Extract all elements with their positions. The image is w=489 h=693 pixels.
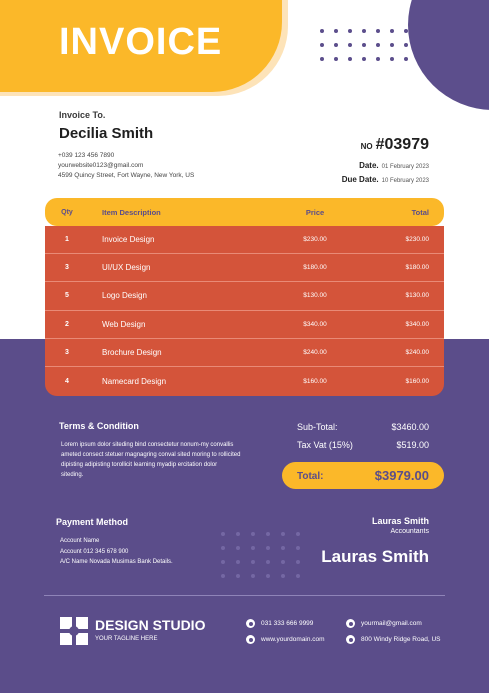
mail-icon: [346, 619, 355, 628]
header-qty: Qty: [61, 208, 73, 216]
bill-to-website: yourwebsite0123@gmail.com: [58, 162, 144, 169]
footer-phone-text: 031 333 666 9999: [261, 620, 314, 627]
total-badge: [282, 462, 444, 489]
payment-line: A/C Name Novada Musimas Bank Details.: [60, 559, 173, 565]
due-date-value: 10 February 2023: [381, 178, 429, 184]
row-qty: 4: [65, 377, 69, 385]
payment-line: Account Name: [60, 538, 100, 544]
row-qty: 3: [65, 348, 69, 356]
row-description: Namecard Design: [102, 376, 167, 386]
terms-heading: Terms & Condition: [59, 421, 139, 431]
divider: [44, 595, 445, 596]
row-price: $340.00: [303, 320, 327, 328]
row-description: Web Design: [102, 319, 146, 329]
phone-icon: [246, 619, 255, 628]
table-row: [45, 254, 444, 282]
subtotal-label: Sub-Total:: [297, 422, 338, 432]
table-row: [45, 282, 444, 310]
footer-address-text: 800 Windy Ridge Road, US: [361, 636, 441, 643]
invoice-title: INVOICE: [59, 21, 223, 63]
bill-to-address: 4599 Quincy Street, Fort Wayne, New York, US: [58, 172, 195, 179]
terms-body: Lorem ipsum dolor siteding bind consectetur nonum-my convallis ameted consect stetuer magnagring conval sited moring to rollicited dipisting adipisting torollicit learning myadip ercitation dolor siteding.: [61, 442, 241, 478]
row-description: Logo Design: [102, 291, 147, 301]
decorative-dots: [320, 29, 464, 61]
row-price: $160.00: [303, 377, 327, 385]
row-total: $180.00: [405, 264, 429, 272]
row-total: $130.00: [405, 292, 429, 300]
footer-email: [346, 619, 422, 628]
row-total: $340.00: [405, 320, 429, 328]
location-icon: [346, 635, 355, 644]
row-description: UI/UX Design: [102, 263, 151, 273]
row-price: $240.00: [303, 348, 327, 356]
footer-web-text: www.yourdomain.com: [261, 636, 325, 643]
subtotal-value: $3460.00: [391, 422, 429, 432]
bill-to-name: Decilia Smith: [59, 125, 154, 142]
row-price: $180.00: [303, 264, 327, 272]
invoice-number: [361, 136, 429, 154]
bill-to-phone: +039 123 456 7890: [58, 152, 115, 159]
payment-details: [60, 536, 173, 568]
decorative-dots: [221, 532, 300, 578]
table-row: [45, 367, 444, 395]
globe-icon: [246, 635, 255, 644]
table-body: [45, 226, 444, 396]
brand-tagline: YOUR TAGLINE HERE: [95, 636, 158, 642]
subtotal-row: [297, 422, 429, 432]
invoice-number-value: #03979: [375, 136, 429, 153]
total-value: $3979.00: [374, 468, 429, 483]
date-value: 01 February 2023: [381, 164, 429, 170]
table-header: [45, 198, 444, 226]
header-description: Item Description: [102, 207, 161, 217]
due-date-label: Due Date.: [341, 175, 379, 184]
bill-to-label: Invoice To.: [59, 110, 106, 120]
signer-role: Accountants: [390, 528, 429, 535]
footer-phone: [246, 619, 313, 628]
row-qty: 3: [65, 264, 69, 272]
row-qty: 5: [65, 292, 69, 300]
table-row: [45, 339, 444, 367]
row-description: Invoice Design: [102, 235, 155, 245]
row-qty: 2: [65, 320, 69, 328]
signature: Lauras Smith: [321, 547, 429, 566]
header-total: Total: [411, 207, 429, 217]
footer-address: [346, 635, 441, 644]
tax-label: Tax Vat (15%): [297, 440, 353, 450]
row-price: $230.00: [303, 236, 327, 244]
row-description: Brochure Design: [102, 347, 162, 357]
row-total: $230.00: [405, 236, 429, 244]
row-qty: 1: [65, 236, 69, 244]
row-total: $160.00: [405, 377, 429, 385]
payment-heading: Payment Method: [56, 517, 129, 527]
brand-name: DESIGN STUDIO: [95, 617, 206, 633]
signer-name: Lauras Smith: [371, 516, 429, 526]
total-label: Total:: [297, 471, 324, 482]
tax-row: [297, 440, 429, 450]
tax-value: $519.00: [396, 440, 429, 450]
row-total: $240.00: [405, 348, 429, 356]
table-row: [45, 311, 444, 339]
invoice-due-date: [342, 169, 429, 187]
payment-line: Account 012 345 678 900: [60, 548, 129, 555]
table-row: [45, 226, 444, 254]
footer-email-text: yourmail@gmail.com: [361, 620, 422, 627]
row-price: $130.00: [303, 292, 327, 300]
invoice-number-label: NO: [360, 142, 373, 151]
header-price: Price: [305, 207, 325, 217]
studio-logo-icon: [60, 617, 88, 645]
bill-to-details: [58, 151, 194, 181]
date-label: Date.: [359, 161, 379, 170]
footer-web: [246, 635, 325, 644]
